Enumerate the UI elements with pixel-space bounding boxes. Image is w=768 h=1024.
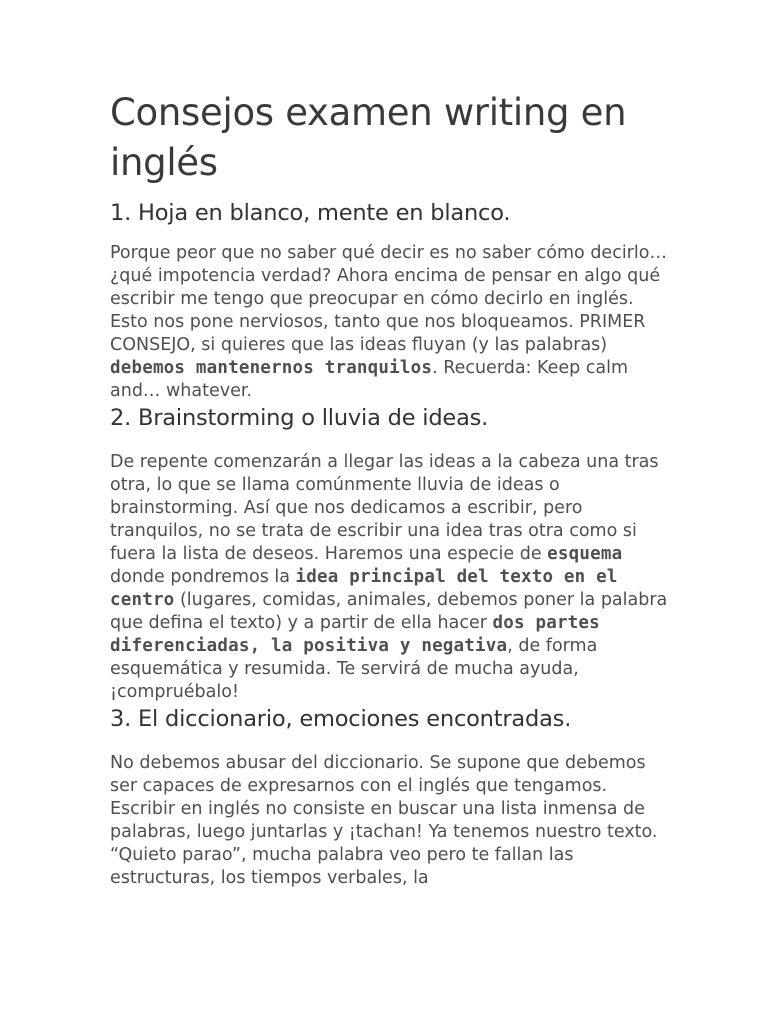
paragraph-text: . Recuerda: Keep calm and… whatever. bbox=[110, 358, 629, 401]
bold-phrase: idea principal del texto en el centro bbox=[110, 567, 618, 610]
section-paragraph-1 bbox=[110, 242, 670, 403]
paragraph-text: (lugares, comidas, animales, debemos poner la palabra que defina el texto) y a partir de ella hacer bbox=[110, 590, 668, 633]
bold-phrase: esquema bbox=[547, 544, 623, 564]
section-heading-3: 3. El diccionario, emociones encontradas. bbox=[110, 706, 572, 732]
paragraph-text: Porque peor que no saber qué decir es no saber cómo decirlo… ¿qué impotencia verdad? Ahora encima de pensar en algo qué escribir me tengo que preocupar en cómo decirlo en inglés. Esto nos pone nerviosos, tanto que nos bloqueamos. PRIMER CONSEJO, si quieres que las ideas fluyan (y las palabras) bbox=[110, 243, 667, 355]
paragraph-text: donde pondremos la bbox=[110, 567, 296, 587]
bold-phrase: debemos mantenernos tranquilos bbox=[110, 358, 433, 378]
paragraph-text: De repente comenzarán a llegar las ideas a la cabeza una tras otra, lo que se llama comúnmente lluvia de ideas o brainstorming. Así que nos dedicamos a escribir, pero tranquilos, no se trata de escribir una idea tras otra como si fuera la lista de deseos. Haremos una especie de bbox=[110, 452, 659, 564]
section-heading-2: 2. Brainstorming o lluvia de ideas. bbox=[110, 405, 489, 431]
document-title: Consejos examen writing en inglés bbox=[110, 91, 627, 184]
section-paragraph-2 bbox=[110, 451, 670, 704]
document-page bbox=[110, 88, 670, 890]
bold-phrase: dos partes diferenciadas, la positiva y negativa bbox=[110, 613, 600, 656]
section-paragraph-3 bbox=[110, 752, 670, 890]
paragraph-text: No debemos abusar del diccionario. Se supone que debemos ser capaces de expresarnos con el inglés que tengamos. Escribir en inglés no consiste en buscar una lista inmensa de palabras, luego juntarlas y ¡tachan! Ya tenemos nuestro texto. “Quieto parao”, mucha palabra veo pero te fallan las estructuras, los tiempos verbales, la bbox=[110, 753, 658, 888]
section-heading-1: 1. Hoja en blanco, mente en blanco. bbox=[110, 200, 511, 226]
paragraph-text: , de forma esquemática y resumida. Te servirá de mucha ayuda, ¡compruébalo! bbox=[110, 636, 598, 702]
